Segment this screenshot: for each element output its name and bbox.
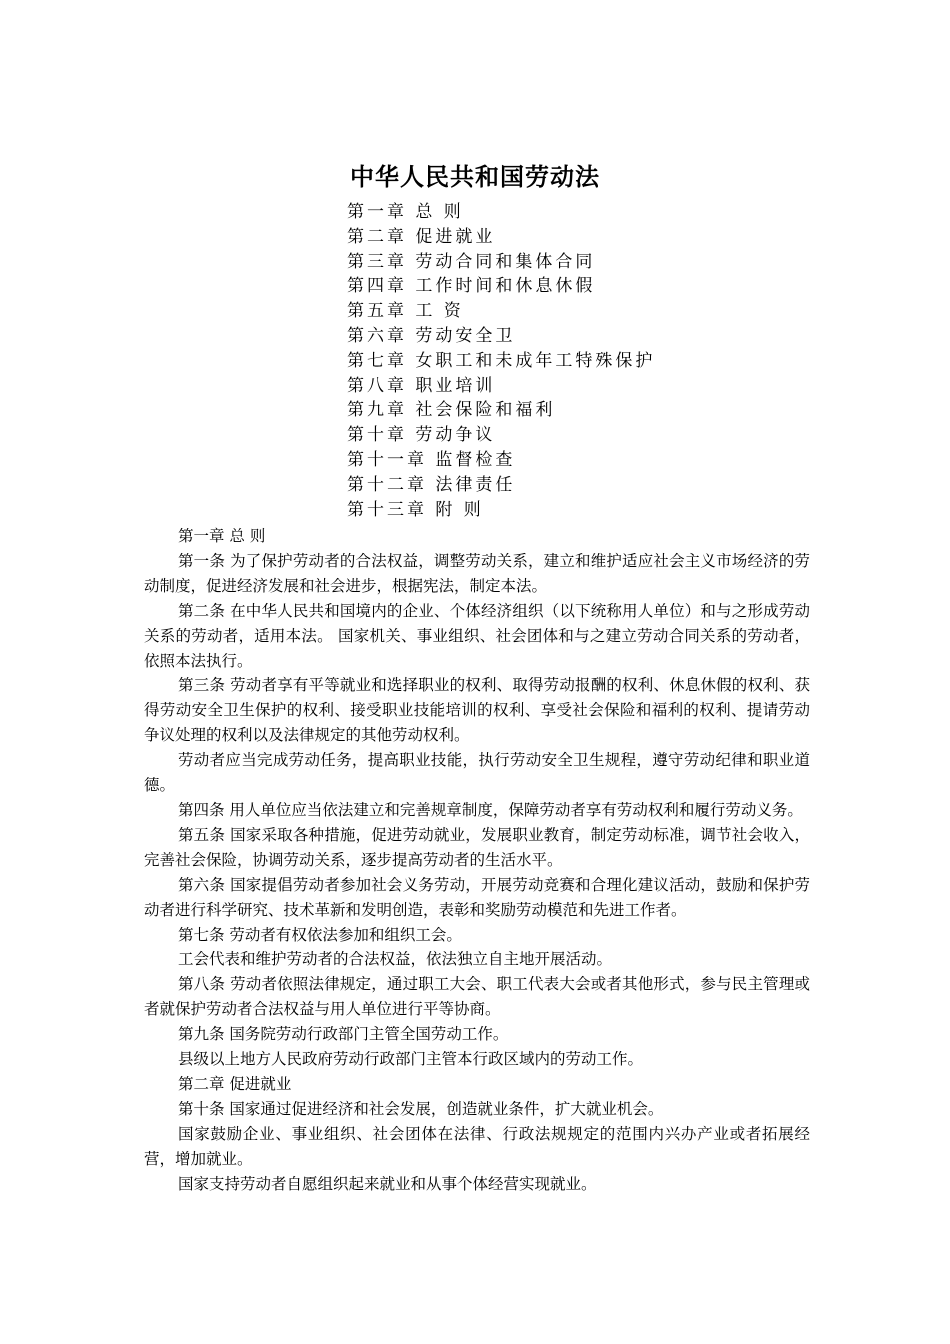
article-paragraph: 第五条 国家采取各种措施，促进劳动就业，发展职业教育，制定劳动标准，调节社会收入，完善社会保险，协调劳动关系，逐步提高劳动者的生活水平。 xyxy=(144,825,810,869)
toc-item: 第六章 劳动安全卫 xyxy=(347,325,516,346)
toc-item: 第二章 促进就业 xyxy=(347,226,496,247)
article-paragraph: 第三条 劳动者享有平等就业和选择职业的权利、取得劳动报酬的权利、休息休假的权利、获得劳动安全卫生保护的权利、接受职业技能培训的权利、享受社会保险和福利的权利、提请劳动争议处理的权利以及法律规定的其他劳动权利。 xyxy=(144,676,810,745)
toc-item: 第一章 总 则 xyxy=(347,202,464,222)
toc-item: 第十二章 法律责任 xyxy=(347,474,516,495)
chapter-heading: 第一章 总 则 xyxy=(178,527,266,545)
article-paragraph: 国家支持劳动者自愿组织起来就业和从事个体经营实现就业。 xyxy=(178,1174,597,1193)
toc-item: 第九章 社会保险和福利 xyxy=(347,400,556,421)
article-paragraph: 县级以上地方人民政府劳动行政部门主管本行政区域内的劳动工作。 xyxy=(178,1050,644,1069)
table-of-contents xyxy=(347,200,655,522)
article-paragraph: 国家鼓励企业、事业组织、社会团体在法律、行政法规规定的范围内兴办产业或者拓展经营，增加就业。 xyxy=(144,1124,810,1168)
toc-item: 第五章 工 资 xyxy=(347,301,464,322)
article-paragraph: 第十条 国家通过促进经济和社会发展，创造就业条件，扩大就业机会。 xyxy=(178,1099,664,1118)
article-paragraph: 第八条 劳动者依照法律规定，通过职工大会、职工代表大会或者其他形式，参与民主管理或者就保护劳动者合法权益与用人单位进行平等协商。 xyxy=(144,975,810,1019)
document-body xyxy=(144,524,810,1196)
toc-item: 第十章 劳动争议 xyxy=(347,425,496,446)
toc-item: 第三章 劳动合同和集体合同 xyxy=(347,251,596,272)
toc-item: 第四章 工作时间和休息休假 xyxy=(347,276,596,297)
article-paragraph: 第七条 劳动者有权依法参加和组织工会。 xyxy=(178,925,462,944)
article-paragraph: 第九条 国务院劳动行政部门主管全国劳动工作。 xyxy=(178,1025,509,1044)
article-paragraph: 工会代表和维护劳动者的合法权益，依法独立自主地开展活动。 xyxy=(178,950,613,969)
toc-item: 第十一章 监督检查 xyxy=(347,449,516,470)
article-paragraph: 第二条 在中华人民共和国境内的企业、个体经济组织（以下统称用人单位）和与之形成劳动关系的劳动者，适用本法。 国家机关、事业组织、社会团体和与之建立劳动合同关系的劳动者，依照本法执行。 xyxy=(144,601,810,670)
toc-item: 第七章 女职工和未成年工特殊保护 xyxy=(347,350,656,371)
article-paragraph: 第一条 为了保护劳动者的合法权益，调整劳动关系，建立和维护适应社会主义市场经济的劳动制度，促进经济发展和社会进步，根据宪法，制定本法。 xyxy=(144,551,810,595)
toc-item: 第八章 职业培训 xyxy=(347,375,496,396)
document-title: 中华人民共和国劳动法 xyxy=(350,162,600,191)
article-paragraph: 第六条 国家提倡劳动者参加社会义务劳动，开展劳动竞赛和合理化建议活动，鼓励和保护劳动者进行科学研究、技术革新和发明创造，表彰和奖励劳动模范和先进工作者。 xyxy=(144,875,810,919)
article-paragraph: 第四条 用人单位应当依法建立和完善规章制度，保障劳动者享有劳动权利和履行劳动义务。 xyxy=(178,800,803,819)
toc-item: 第十三章 附 则 xyxy=(347,499,484,520)
chapter-heading: 第二章 促进就业 xyxy=(178,1074,292,1093)
article-paragraph: 劳动者应当完成劳动任务，提高职业技能，执行劳动安全卫生规程，遵守劳动纪律和职业道德。 xyxy=(144,751,810,795)
